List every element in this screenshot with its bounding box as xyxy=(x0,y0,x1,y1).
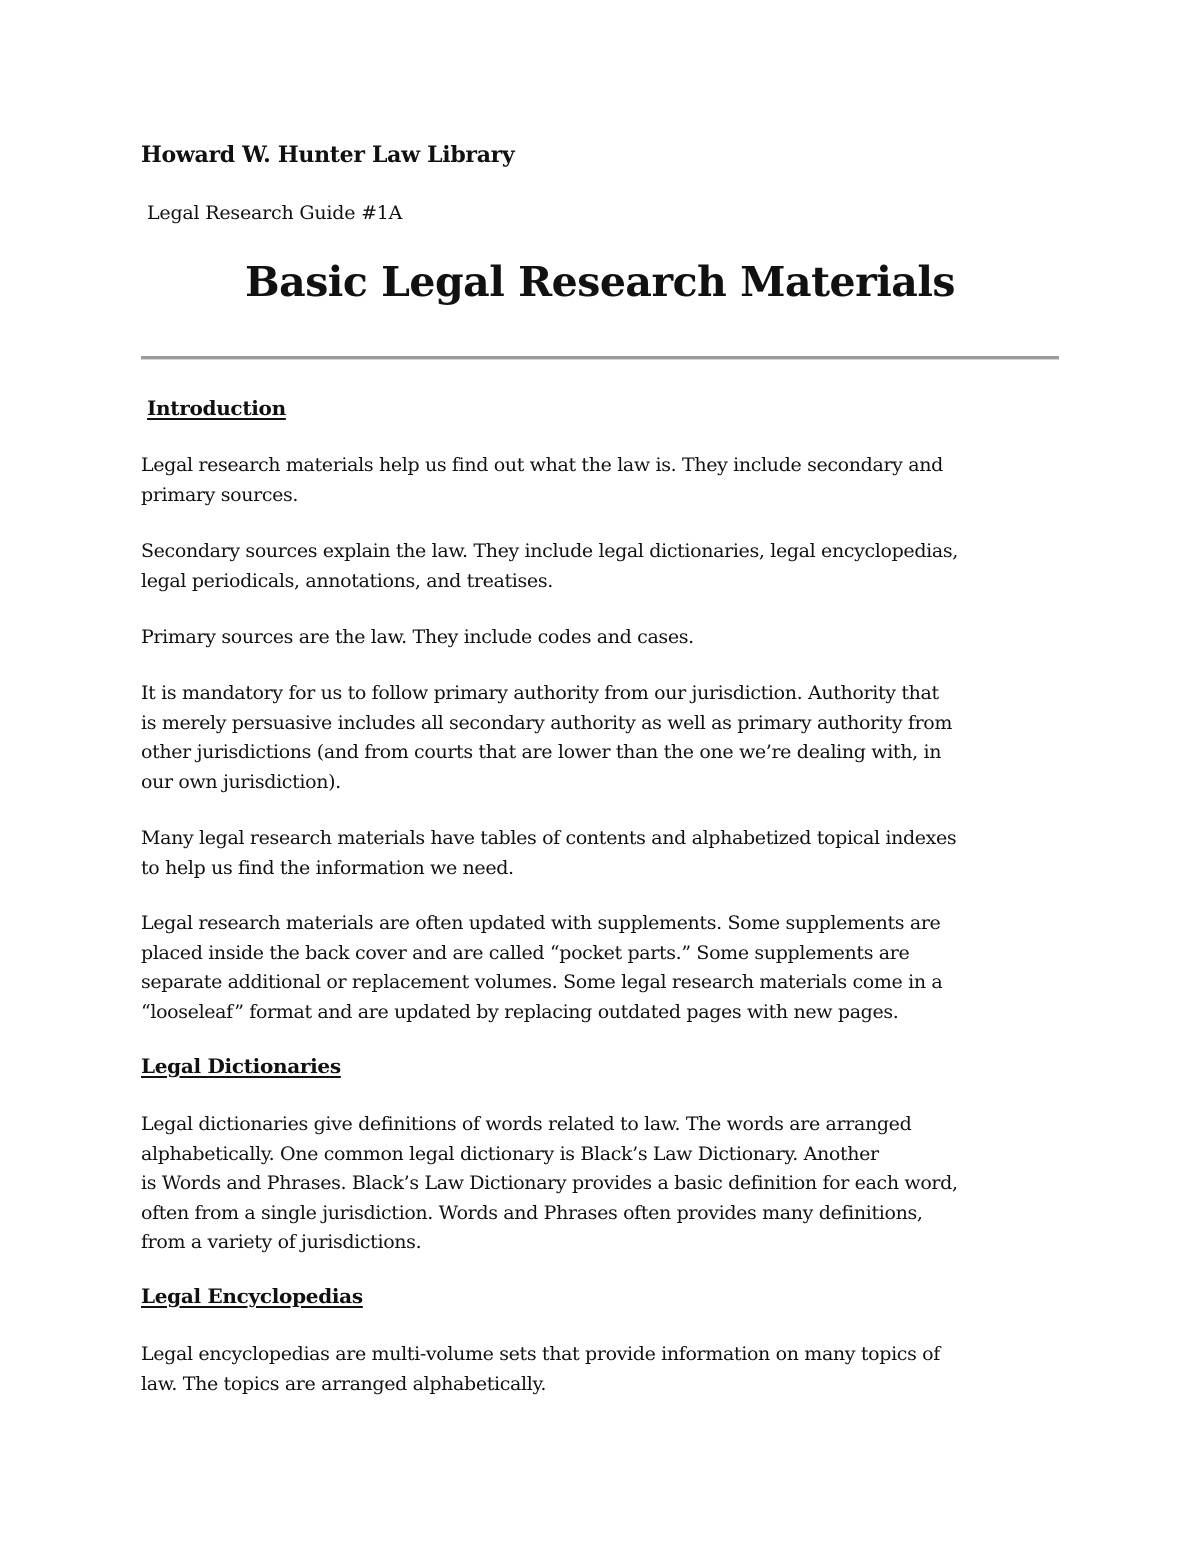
paragraph-intro-5 xyxy=(141,824,1071,883)
text-line: is Words and Phrases. Black’s Law Dictionary provides a basic definition for each word, xyxy=(141,1172,958,1194)
text-line: primary sources. xyxy=(141,483,299,506)
paragraph-intro-1 xyxy=(141,451,1071,510)
section-heading-introduction: Introduction xyxy=(147,396,286,420)
library-name: Howard W. Hunter Law Library xyxy=(141,142,515,168)
text-line: to help us find the information we need. xyxy=(141,856,514,879)
text-line: law. The topics are arranged alphabetically. xyxy=(141,1372,547,1395)
paragraph-dictionaries xyxy=(141,1110,1071,1258)
paragraph-intro-2 xyxy=(141,537,1071,596)
text-line: Primary sources are the law. They include codes and cases. xyxy=(141,626,694,648)
page-title: Basic Legal Research Materials xyxy=(244,258,956,306)
text-line: separate additional or replacement volumes. Some legal research materials come in a xyxy=(141,971,943,993)
horizontal-divider xyxy=(141,356,1059,360)
text-line: alphabetically. One common legal dictionary is Black’s Law Dictionary. Another xyxy=(141,1142,879,1165)
text-line: from a variety of jurisdictions. xyxy=(141,1231,422,1253)
section-heading-legal-encyclopedias: Legal Encyclopedias xyxy=(141,1284,363,1308)
paragraph-encyclopedias xyxy=(141,1340,1071,1399)
section-heading-legal-dictionaries: Legal Dictionaries xyxy=(141,1054,341,1078)
text-line: other jurisdictions (and from courts that are lower than the one we’re dealing with, in xyxy=(141,741,942,763)
text-line: legal periodicals, annotations, and treatises. xyxy=(141,569,553,592)
paragraph-intro-6 xyxy=(141,909,1071,1027)
text-line: Legal dictionaries give definitions of words related to law. The words are arranged xyxy=(141,1113,912,1135)
text-line: “looseleaf” format and are updated by replacing outdated pages with new pages. xyxy=(141,1000,899,1023)
text-line: often from a single jurisdiction. Words and Phrases often provides many definitions, xyxy=(141,1201,923,1224)
text-line: It is mandatory for us to follow primary authority from our jurisdiction. Authority that xyxy=(141,682,939,704)
paragraph-intro-4 xyxy=(141,679,1071,797)
text-line: Legal encyclopedias are multi-volume sets that provide information on many topics of xyxy=(141,1343,940,1365)
text-line: our own jurisdiction). xyxy=(141,770,341,793)
paragraph-intro-3 xyxy=(141,623,1071,653)
text-line: Legal research materials are often updated with supplements. Some supplements are xyxy=(141,912,941,934)
text-line: Secondary sources explain the law. They include legal dictionaries, legal encyclopedias, xyxy=(141,540,958,562)
text-line: is merely persuasive includes all secondary authority as well as primary authority from xyxy=(141,711,953,734)
guide-number: Legal Research Guide #1A xyxy=(147,202,403,224)
text-line: Many legal research materials have tables of contents and alphabetized topical indexes xyxy=(141,827,957,849)
text-line: Legal research materials help us find out what the law is. They include secondary and xyxy=(141,454,943,476)
text-line: placed inside the back cover and are called “pocket parts.” Some supplements are xyxy=(141,941,910,964)
